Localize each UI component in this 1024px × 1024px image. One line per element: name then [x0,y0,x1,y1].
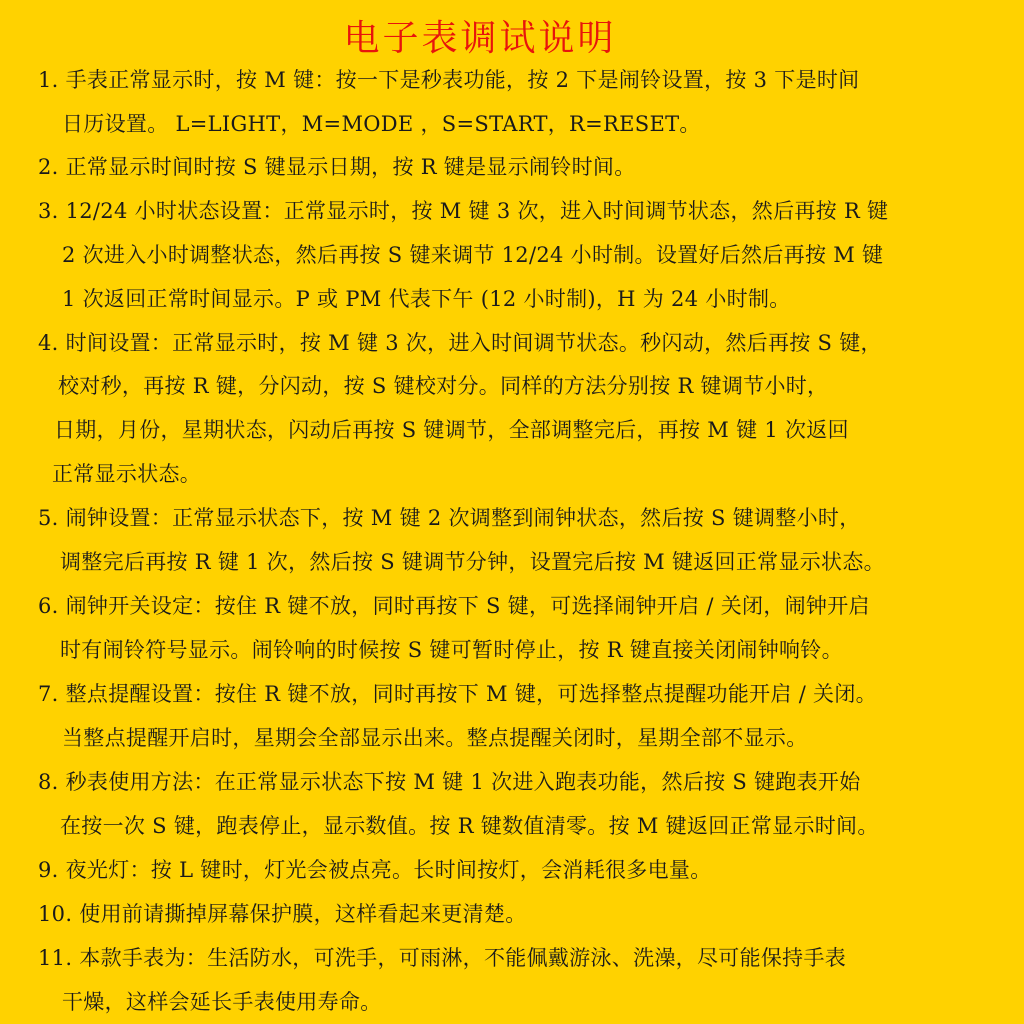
instruction-line: 1 次返回正常时间显示。P 或 PM 代表下午 (12 小时制)，H 为 24 小时制。 [62,287,791,311]
instruction-line: 2. 正常显示时间时按 S 键显示日期，按 R 键是显示闹铃时间。 [38,155,636,179]
instruction-line: 日期，月份，星期状态，闪动后再按 S 键调节，全部调整完后，再按 M 键 1 次返回 [54,418,849,442]
instruction-line: 日历设置。 L=LIGHT，M=MODE ，S=START，R=RESET。 [62,112,701,136]
instruction-line: 正常显示状态。 [52,462,202,486]
instruction-line: 8. 秒表使用方法：在正常显示状态下按 M 键 1 次进入跑表功能，然后按 S 键跑表开始 [38,770,861,794]
instruction-line: 9. 夜光灯：按 L 键时，灯光会被点亮。长时间按灯，会消耗很多电量。 [38,858,712,882]
instruction-line: 6. 闹钟开关设定：按住 R 键不放，同时再按下 S 键，可选择闹钟开启 / 关闭，闹钟开启 [38,594,870,618]
instruction-line: 干燥，这样会延长手表使用寿命。 [62,990,382,1014]
instruction-line: 7. 整点提醒设置：按住 R 键不放，同时再按下 M 键，可选择整点提醒功能开启 / 关闭。 [38,682,877,706]
instruction-line: 调整完后再按 R 键 1 次，然后按 S 键调节分钟，设置完后按 M 键返回正常显示状态。 [60,550,885,574]
instruction-line: 校对秒，再按 R 键，分闪动，按 S 键校对分。同样的方法分别按 R 键调节小时， [58,374,829,398]
instruction-line: 11. 本款手表为：生活防水，可洗手，可雨淋，不能佩戴游泳、洗澡，尽可能保持手表 [38,946,847,970]
instruction-line: 3. 12/24 小时状态设置：正常显示时，按 M 键 3 次，进入时间调节状态，然后再按 R 键 [38,199,889,223]
instruction-line: 1. 手表正常显示时，按 M 键：按一下是秒表功能，按 2 下是闹铃设置，按 3 下是时间 [38,68,860,92]
instruction-line: 在按一次 S 键，跑表停止，显示数值。按 R 键数值清零。按 M 键返回正常显示时间。 [60,814,879,838]
instruction-line: 当整点提醒开启时，星期会全部显示出来。整点提醒关闭时，星期全部不显示。 [62,726,808,750]
instruction-line: 时有闹铃符号显示。闹铃响的时候按 S 键可暂时停止，按 R 键直接关闭闹钟响铃。 [60,638,843,662]
instruction-line: 2 次进入小时调整状态，然后再按 S 键来调节 12/24 小时制。设置好后然后再按 M 键 [62,243,884,267]
instruction-line: 10. 使用前请撕掉屏幕保护膜，这样看起来更清楚。 [38,902,527,926]
instruction-line: 4. 时间设置：正常显示时，按 M 键 3 次，进入时间调节状态。秒闪动，然后再按 S 键， [38,331,882,355]
page-title: 电子表调试说明 [343,18,617,59]
instruction-line: 5. 闹钟设置：正常显示状态下，按 M 键 2 次调整到闹钟状态，然后按 S 键调整小时， [38,506,861,530]
